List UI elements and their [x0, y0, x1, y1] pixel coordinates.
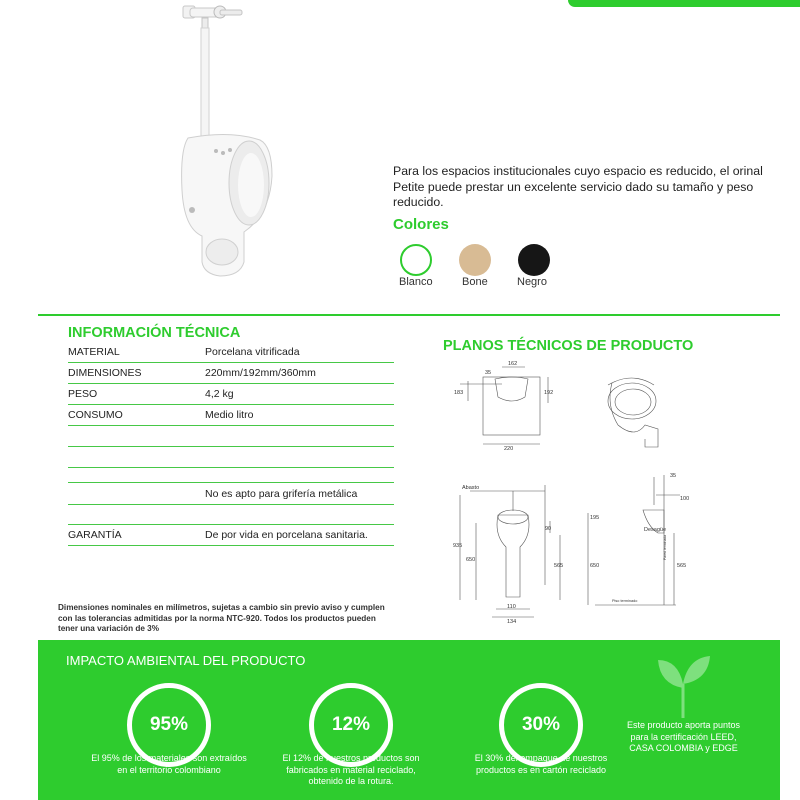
- tech-row-peso: [68, 384, 394, 405]
- section-divider: [38, 314, 780, 316]
- tech-row-key: PESO: [68, 388, 98, 400]
- technical-drawings: [440, 355, 780, 630]
- tech-row-empty: [68, 462, 394, 483]
- color-label-blanco: Blanco: [399, 276, 433, 288]
- dim-piso: Piso terminado: [612, 599, 638, 603]
- tech-row-value: 220mm/192mm/360mm: [205, 367, 316, 379]
- planos-title: PLANOS TÉCNICOS DE PRODUCTO: [443, 338, 694, 354]
- product-description: Para los espacios institucionales cuyo espacio es reducido, el orinal Petite puede prestar un excelente servicio dado su tamaño y peso reducido.: [393, 164, 763, 209]
- dim-side-35: 35: [670, 473, 677, 479]
- dim-height-90: 90: [545, 526, 552, 532]
- stat-text-12: El 12% de nuestros productos son fabricados en material reciclado, obtenido de la rotura.: [282, 753, 420, 786]
- dim-left-height: 183: [454, 390, 464, 396]
- color-label-negro: Negro: [517, 276, 547, 288]
- impact-title: IMPACTO AMBIENTAL DEL PRODUCTO: [66, 653, 306, 668]
- leed-certification-text: Este producto aporta puntos para la certificación LEED, CASA COLOMBIA y EDGE: [626, 720, 741, 753]
- stat-value: 95%: [149, 714, 189, 735]
- front-elevation-drawing: [460, 485, 560, 617]
- dim-abasto: Abasto: [462, 485, 480, 491]
- tech-row-value: Porcelana vitrificada: [205, 346, 300, 358]
- tech-row-empty: [68, 504, 394, 525]
- dim-height-565: 565: [554, 563, 564, 569]
- tech-info-title: INFORMACIÓN TÉCNICA: [68, 325, 241, 341]
- tech-row-key: MATERIAL: [68, 346, 120, 358]
- sprout-leaf-icon: [654, 654, 712, 720]
- stat-text-30: El 30% del empaque de nuestros productos es en cartón reciclado: [474, 753, 608, 775]
- colors-title: Colores: [393, 216, 449, 233]
- dim-pared: Pared terminada: [663, 534, 667, 560]
- dim-desague: Desagüe: [644, 527, 667, 533]
- isometric-view-drawing: [608, 378, 658, 447]
- tech-row-value: No es apto para grifería metálica: [205, 488, 358, 500]
- dim-side-195: 195: [590, 515, 600, 521]
- corner-accent-tab: [568, 0, 800, 7]
- tech-row-empty: [68, 426, 394, 447]
- tech-row-material: [68, 342, 394, 363]
- dim-side-565: 565: [677, 563, 687, 569]
- dim-side-100: 100: [680, 496, 690, 502]
- dimensions-disclaimer: Dimensiones nominales en milímetros, sujetas a cambio sin previo aviso y cumplen con las tolerancias admitidas por la norma NTC-920. Todos los productos pueden tener una variación de 3%: [58, 603, 385, 633]
- color-label-bone: Bone: [462, 276, 488, 288]
- tech-row-value: Medio litro: [205, 409, 254, 421]
- tech-row-value: De por vida en porcelana sanitaria.: [205, 529, 368, 541]
- color-swatch-blanco[interactable]: [400, 244, 432, 276]
- stat-text-95: El 95% de los materiales son extraídos en el territorio colombiano: [91, 753, 247, 775]
- color-swatch-bone[interactable]: [459, 244, 491, 276]
- tech-row-consumo: [68, 405, 394, 426]
- tech-row-dimensiones: [68, 363, 394, 384]
- dim-width-134: 134: [507, 619, 517, 625]
- top-view-drawing: [460, 367, 548, 444]
- dim-side-650: 650: [590, 563, 600, 569]
- stat-value: 12%: [331, 714, 371, 735]
- dim-width-110: 110: [507, 604, 516, 610]
- tech-row-key: CONSUMO: [68, 409, 123, 421]
- dim-offset: 35: [485, 370, 492, 376]
- tech-row-griferia: [68, 484, 394, 505]
- stat-value: 30%: [521, 714, 561, 735]
- dim-base-width: 220: [504, 446, 514, 452]
- dim-top-width: 162: [508, 361, 518, 367]
- impact-section: [38, 640, 780, 800]
- dim-right-height: 192: [544, 390, 554, 396]
- dim-height-650: 650: [466, 557, 476, 563]
- urinal-product-image: [150, 0, 290, 290]
- tech-row-value: 4,2 kg: [205, 388, 234, 400]
- tech-row-garantia: [68, 525, 394, 546]
- dim-total-height: 935: [453, 543, 463, 549]
- color-swatch-negro[interactable]: [518, 244, 550, 276]
- tech-row-key: GARANTÍA: [68, 529, 122, 541]
- tech-row-key: DIMENSIONES: [68, 367, 142, 379]
